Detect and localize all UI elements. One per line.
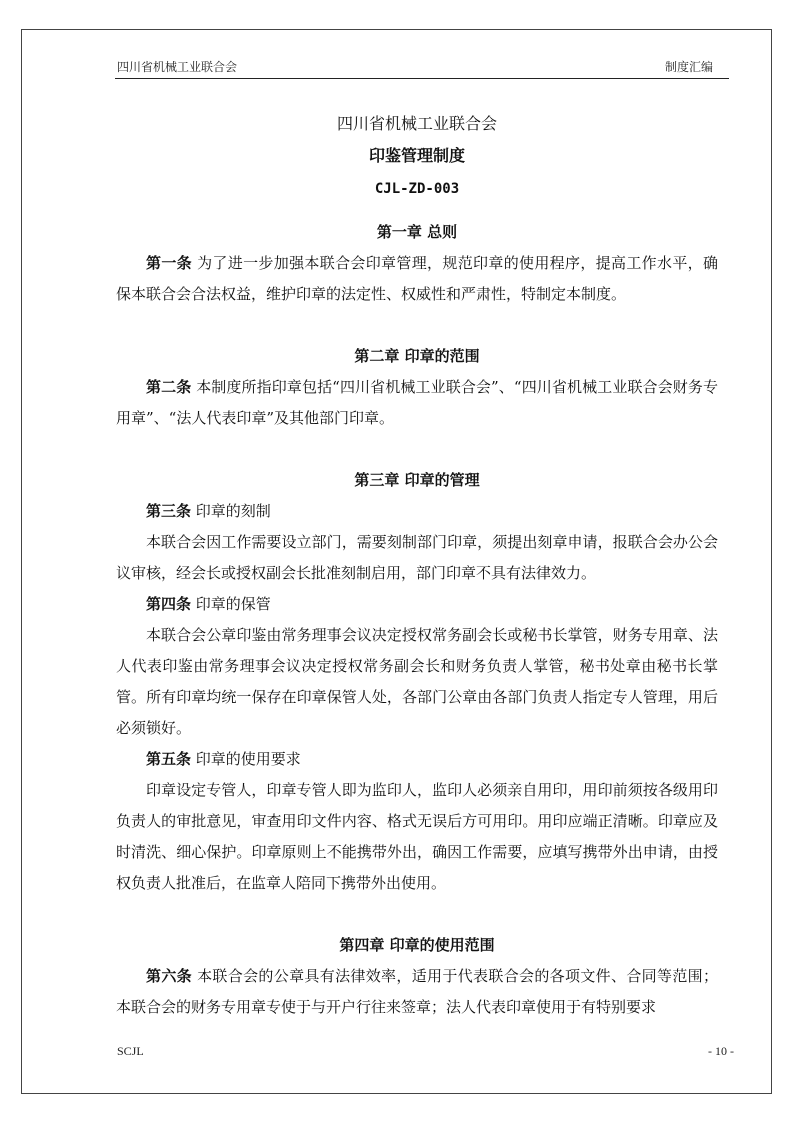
article-6-label: 第六条 xyxy=(146,967,192,985)
article-1 xyxy=(116,248,718,310)
page-number: - 10 - xyxy=(708,1044,734,1058)
article-4-text: 本联合会公章印鉴由常务理事会议决定授权常务副会长或秘书长掌管，财务专用章、法人代表印鉴由常务理事会议决定授权常务副会长和财务负责人掌管，秘书处章由秘书长掌管。所有印章均统一保存在印章保管人处，各部门公章由各部门负责人指定专人管理，用后必须锁好。 xyxy=(116,626,718,737)
article-5-title: 印章的使用要求 xyxy=(191,750,301,768)
chapter-4-title: 第四章 印章的使用范围 xyxy=(339,936,495,954)
article-2-text: 本制度所指印章包括“四川省机械工业联合会”、“四川省机械工业联合会财务专用章”、“法人代表印章”及其他部门印章。 xyxy=(116,378,718,427)
article-3-title: 印章的刻制 xyxy=(191,502,271,520)
article-4-heading xyxy=(116,589,718,620)
article-3-label: 第三条 xyxy=(146,502,192,520)
chapter-1-title: 第一章 总则 xyxy=(376,223,458,241)
chapter-3-title: 第三章 印章的管理 xyxy=(354,471,480,489)
document-body xyxy=(116,108,718,1023)
article-3-heading xyxy=(116,496,718,527)
article-5-label: 第五条 xyxy=(146,750,192,768)
doc-title: 印鉴管理制度 xyxy=(368,146,465,165)
chapter-2-title: 第二章 印章的范围 xyxy=(354,347,480,365)
article-1-text: 为了进一步加强本联合会印章管理，规范印章的使用程序，提高工作水平，确保本联合会合法权益，维护印章的法定性、权威性和严肃性，特制定本制度。 xyxy=(116,254,718,303)
article-6 xyxy=(116,961,718,1023)
article-5-heading xyxy=(116,744,718,775)
article-6-text: 本联合会的公章具有法律效率，适用于代表联合会的各项文件、合同等范围；本联合会的财务专用章专使于与开户行往来签章；法人代表印章使用于有特别要求 xyxy=(116,967,718,1016)
header-org: 四川省机械工业联合会 xyxy=(117,60,238,74)
footer-code: SCJL xyxy=(117,1044,144,1058)
header-section: 制度汇编 xyxy=(664,60,713,74)
header-rule xyxy=(115,78,729,79)
article-2-label: 第二条 xyxy=(146,378,192,396)
article-4-title: 印章的保管 xyxy=(191,595,271,613)
org-title: 四川省机械工业联合会 xyxy=(336,114,497,133)
article-5-text: 印章设定专管人，印章专管人即为监印人，监印人必须亲自用印，用印前须按各级用印负责人的审批意见，审查用印文件内容、格式无误后方可用印。用印应端正清晰。印章应及时清洗、细心保护。印章原则上不能携带外出，确因工作需要，应填写携带外出申请，由授权负责人批准后，在监章人陪同下携带外出使用。 xyxy=(116,781,718,892)
article-4-label: 第四条 xyxy=(146,595,192,613)
article-2 xyxy=(116,372,718,434)
doc-code: CJL-ZD-003 xyxy=(374,181,460,197)
article-1-label: 第一条 xyxy=(146,254,192,272)
article-3-text: 本联合会因工作需要设立部门，需要刻制部门印章，须提出刻章申请，报联合会办公会议审核，经会长或授权副会长批准刻制启用，部门印章不具有法律效力。 xyxy=(116,533,718,582)
